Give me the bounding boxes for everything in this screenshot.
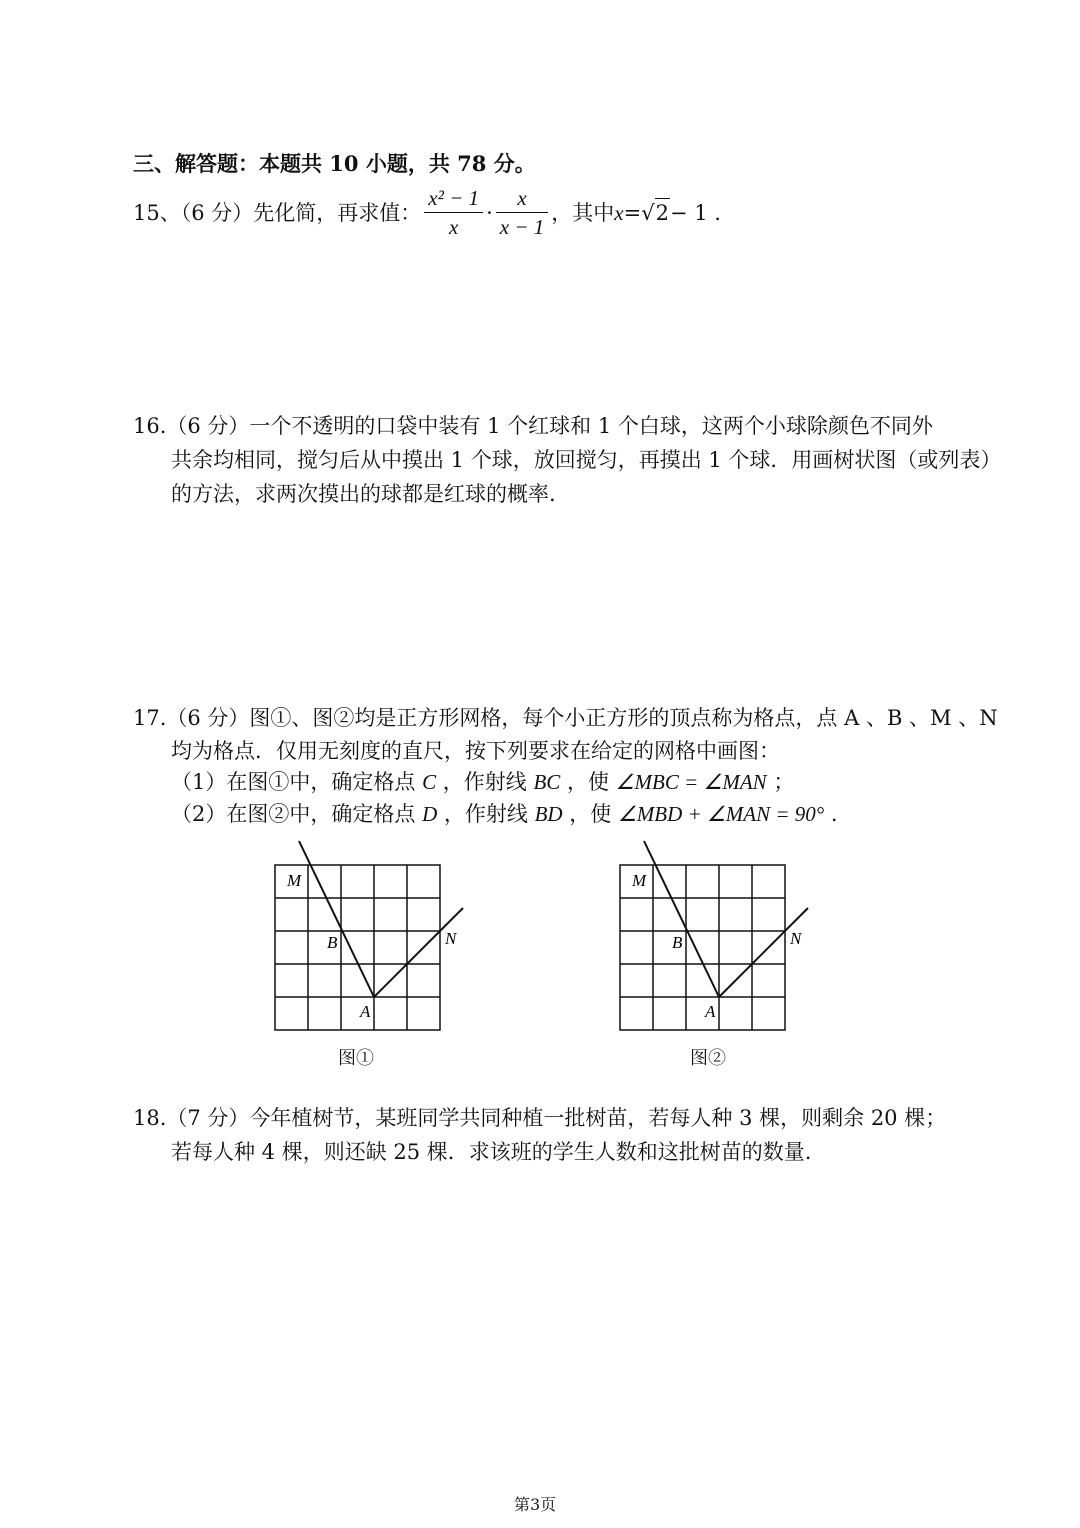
figure-2-label-a: A	[705, 1002, 716, 1021]
q15-condition-tail: − 1 .	[669, 200, 721, 225]
q18-line-1: 18.（7 分）今年植树节，某班同学共同种植一批树苗，若每人种 3 棵，则剩余 20 棵；	[133, 1106, 947, 1130]
q15-radicand: 2	[655, 198, 670, 227]
q17-part2-text-g: .	[830, 802, 838, 826]
q17-part1-text-e: ，使	[566, 770, 609, 794]
q17-part2-angle-equation: ∠MBD + ∠MAN = 90°	[617, 802, 825, 826]
figure-2-caption: 图②	[690, 1048, 726, 1069]
q15-radical-sign: √	[641, 200, 655, 225]
q16-line-2: 共余均相同，搅匀后从中摸出 1 个球，放回搅匀，再摸出 1 个球．用画树状图（或列表）	[171, 448, 1002, 472]
section-title: 三、解答题：本题共 10 小题，共 78 分。	[133, 151, 536, 176]
figure-1-label-n: N	[445, 929, 457, 948]
figure-2-label-n: N	[790, 929, 802, 948]
q16-line-1: 16.（6 分）一个不透明的口袋中装有 1 个红球和 1 个白球，这两个小球除颜色不同外	[133, 414, 933, 438]
q15-frac1-numerator: x² − 1	[424, 186, 483, 213]
q17-part1-text-a: （1）在图①中，确定格点	[171, 770, 416, 794]
q15-condition-var: x	[614, 200, 624, 225]
figure-1-caption: 图①	[338, 1048, 374, 1069]
q15-prefix: 15、（6 分）先化简，再求值：	[133, 200, 422, 225]
page-number: 第3页	[514, 1495, 557, 1514]
q17-part-1	[171, 768, 794, 796]
q17-part2-point-d: D	[422, 802, 438, 826]
figure-1-ray-an	[374, 908, 463, 997]
q15-fraction-2	[496, 186, 549, 239]
q17-part-2	[171, 800, 838, 828]
q18-line-2: 若每人种 4 棵，则还缺 25 棵．求该班的学生人数和这批树苗的数量.	[171, 1140, 812, 1164]
q15-fraction-1	[424, 186, 483, 239]
figure-2-label-b: B	[672, 933, 683, 952]
figure-1-label-m: M	[287, 871, 302, 890]
q15-frac2-denominator: x − 1	[499, 215, 545, 239]
q17-part1-text-c: ，作射线	[442, 770, 527, 794]
q17-part1-point-c: C	[422, 770, 437, 794]
q15-condition-eq: =	[623, 200, 642, 225]
q17-part2-text-a: （2）在图②中，确定格点	[171, 802, 416, 826]
q17-part1-angle-equation: ∠MBC = ∠MAN	[615, 770, 767, 794]
q15-frac1-denominator: x	[449, 215, 459, 239]
figure-1-grid	[255, 835, 485, 1045]
q15-frac2-numerator: x	[496, 186, 549, 213]
q15-where: ，其中	[551, 200, 615, 225]
figure-1-label-a: A	[360, 1002, 371, 1021]
figure-2-grid	[600, 835, 830, 1045]
figure-2-ray-an	[719, 908, 808, 997]
q17-part2-text-c: ，作射线	[443, 802, 528, 826]
q17-part2-text-e: ，使	[569, 802, 612, 826]
q17-part1-ray-bc: BC	[533, 770, 561, 794]
q17-line-1: 17.（6 分）图①、图②均是正方形网格，每个小正方形的顶点称为格点，点 A 、B 、M 、N	[133, 706, 998, 730]
q17-part2-ray-bd: BD	[534, 802, 563, 826]
q16-line-3: 的方法，求两次摸出的球都是红球的概率.	[171, 482, 556, 506]
figure-1-label-b: B	[327, 933, 338, 952]
q15-multiply-dot: ·	[486, 200, 493, 225]
figure-2-label-m: M	[632, 871, 647, 890]
question-15	[133, 186, 721, 239]
q17-part1-text-g: ；	[773, 770, 795, 794]
q17-line-2: 均为格点．仅用无刻度的直尺，按下列要求在给定的网格中画图：	[171, 739, 780, 763]
